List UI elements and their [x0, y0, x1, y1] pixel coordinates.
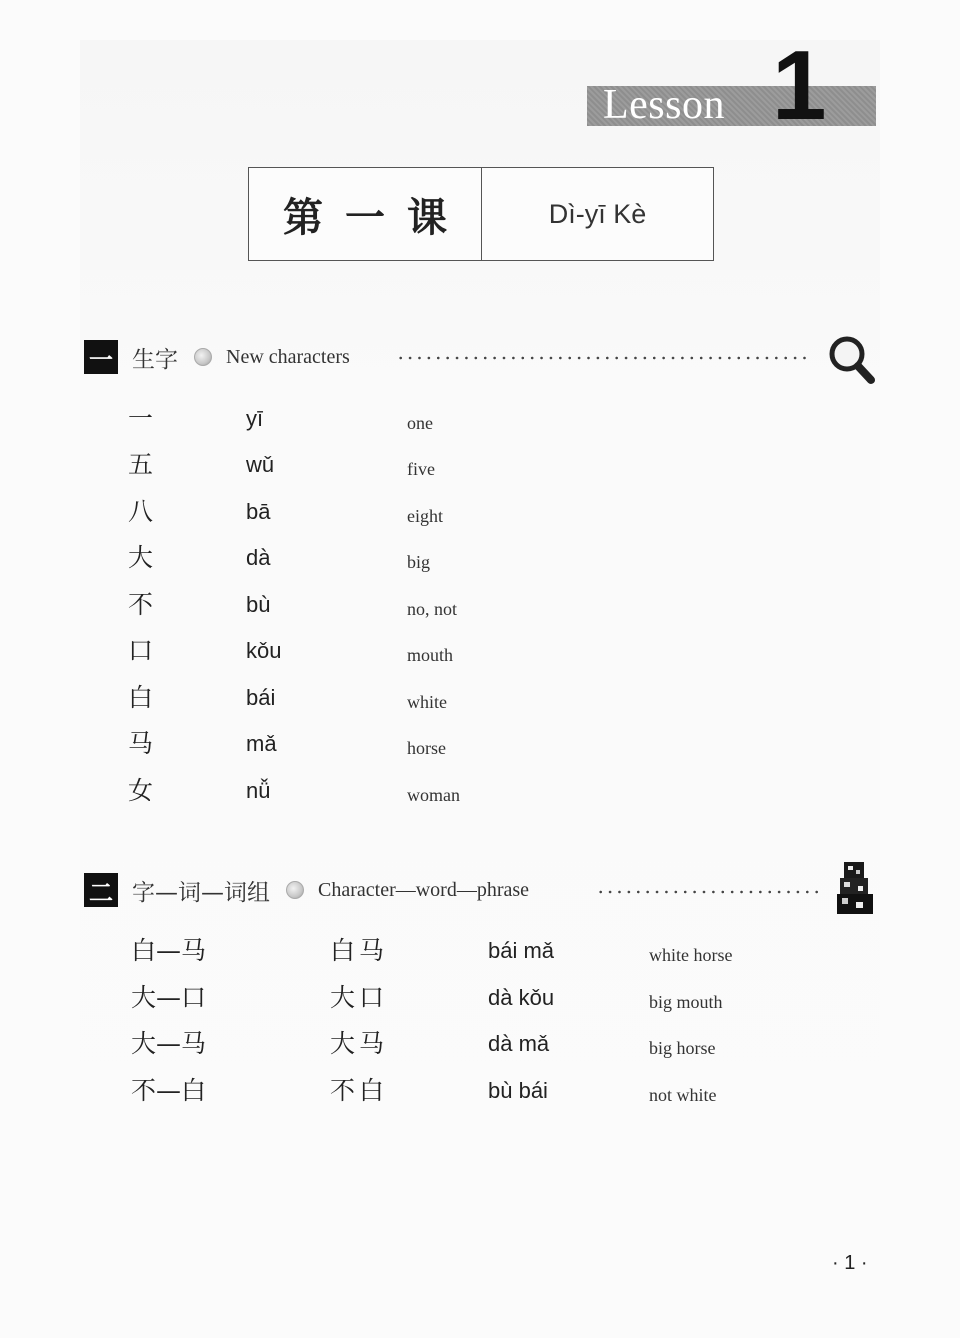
word: 白马 [330, 936, 389, 965]
english-meaning: big mouth [649, 992, 723, 1012]
table-row [0, 636, 960, 676]
pinyin: wǔ [246, 452, 275, 477]
character: 一 [128, 404, 154, 433]
table-row [0, 1076, 960, 1116]
pinyin: bái mǎ [488, 938, 555, 963]
circle-bullet-icon [286, 881, 304, 899]
pinyin: dà mǎ [488, 1031, 550, 1056]
table-row [0, 729, 960, 769]
table-row [0, 683, 960, 723]
pinyin: bái [246, 685, 276, 710]
pinyin: bù [246, 592, 271, 617]
character-combination: 大—马 [131, 1029, 207, 1058]
section-header-new-characters [84, 340, 350, 374]
english-meaning: woman [407, 785, 460, 805]
table-row [0, 450, 960, 490]
table-row [0, 983, 960, 1023]
lesson-number: 1 [772, 30, 827, 140]
table-row [0, 404, 960, 444]
character: 八 [128, 497, 154, 526]
character: 白 [128, 683, 154, 712]
section-number-badge: 一 [84, 340, 118, 374]
pinyin: bā [246, 499, 271, 524]
character: 马 [128, 729, 154, 758]
pinyin: yī [246, 406, 264, 431]
character-combination: 白—马 [131, 936, 207, 965]
english-meaning: one [407, 413, 433, 433]
word: 大口 [330, 983, 389, 1012]
pinyin: mǎ [246, 731, 277, 756]
english-meaning: white [407, 692, 447, 712]
word: 大马 [330, 1029, 389, 1058]
character: 口 [128, 636, 154, 665]
section-number-badge: 二 [84, 873, 118, 907]
section-title-english: New characters [226, 345, 350, 368]
lesson-title-box [248, 167, 714, 261]
page-number: · 1 · [832, 1252, 868, 1274]
english-meaning: eight [407, 506, 443, 526]
table-row [0, 543, 960, 583]
section-header-character-word-phrase [84, 873, 529, 907]
lesson-title-pinyin: Dì-yī Kè [548, 198, 647, 229]
dotted-leader [396, 356, 808, 360]
character: 不 [128, 590, 154, 619]
table-row [0, 776, 960, 816]
english-meaning: horse [407, 738, 446, 758]
table-row [0, 497, 960, 537]
english-meaning: big horse [649, 1038, 716, 1058]
word: 不白 [330, 1076, 389, 1105]
section-title-chinese: 生字 [132, 346, 178, 373]
pinyin: dà kǒu [488, 985, 555, 1010]
lesson-title-chinese: 第一课 [249, 168, 482, 260]
character: 女 [128, 776, 154, 805]
dotted-leader [596, 890, 822, 894]
pinyin: bù bái [488, 1078, 548, 1103]
english-meaning: white horse [649, 945, 733, 965]
blocks-icon [834, 860, 876, 916]
character-combination: 不—白 [131, 1076, 207, 1105]
pinyin: nǚ [246, 778, 271, 803]
character-combination: 大—口 [131, 983, 207, 1012]
character: 大 [128, 543, 154, 572]
character: 五 [128, 450, 154, 479]
english-meaning: mouth [407, 645, 454, 665]
english-meaning: big [407, 552, 431, 572]
pinyin: kǒu [246, 638, 282, 663]
english-meaning: five [407, 459, 435, 479]
section-title-chinese: 字—词—词组 [132, 879, 270, 906]
english-meaning: no, not [407, 599, 458, 619]
pinyin: dà [246, 545, 271, 570]
lesson-label: Lesson [603, 82, 725, 128]
circle-bullet-icon [194, 348, 212, 366]
table-row [0, 936, 960, 976]
table-row [0, 590, 960, 630]
english-meaning: not white [649, 1085, 717, 1105]
magnifier-icon [826, 334, 876, 386]
section-title-english: Character—word—phrase [318, 878, 530, 901]
table-row [0, 1029, 960, 1069]
